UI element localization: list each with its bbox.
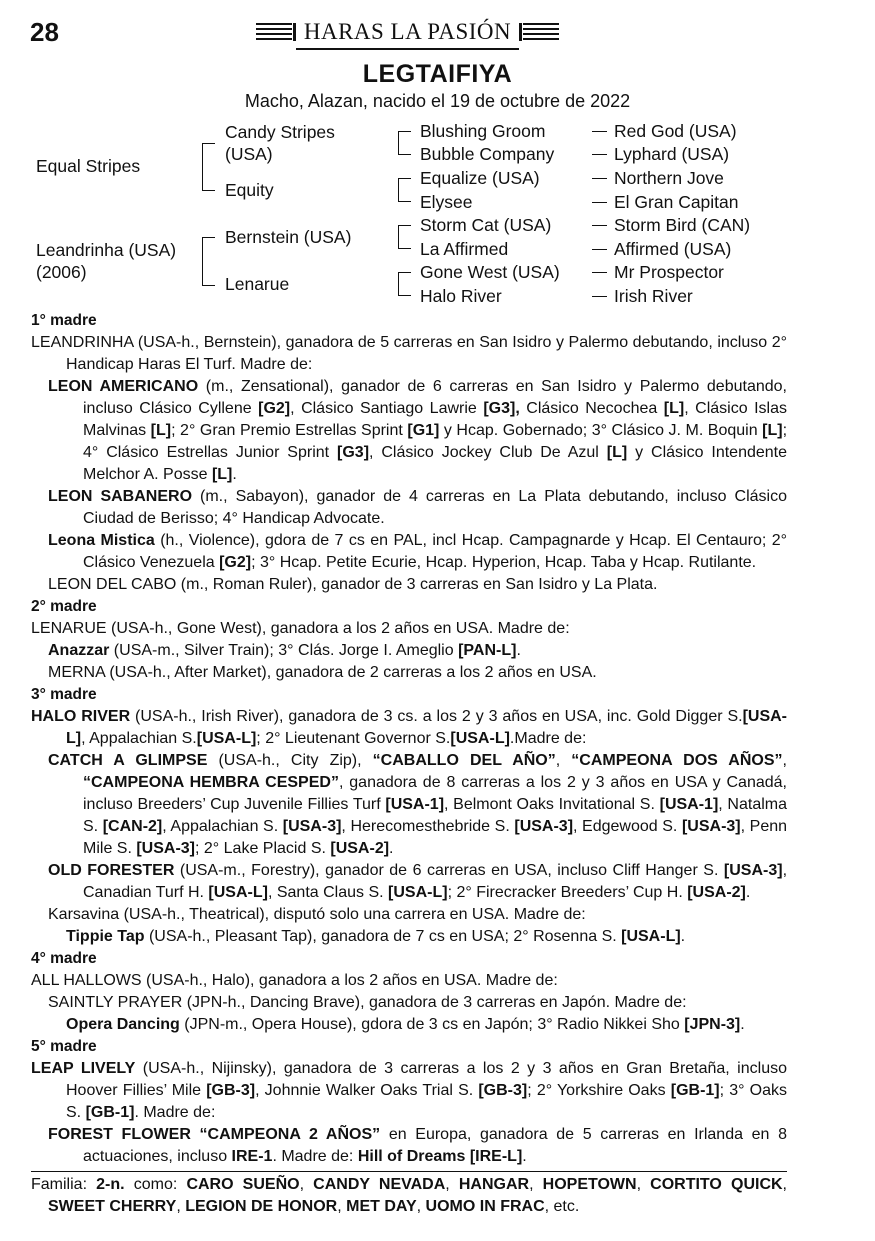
pedigree-sire-dam: Equity — [225, 180, 274, 200]
pedigree-sire-sire-origin: (USA) — [225, 144, 273, 164]
horse-description: Macho, Alazan, nacido el 19 de octubre de 2022 — [244, 91, 631, 111]
pedigree-gen4-7: Mr Prospector — [614, 262, 724, 282]
dash — [592, 272, 607, 273]
pedigree-gen4-6: Affirmed (USA) — [614, 239, 732, 259]
dash — [592, 296, 607, 297]
pedigree-sire-sire: Candy Stripes — [225, 122, 335, 142]
horse-name: LEGTAIFIYA — [362, 60, 513, 88]
pedigree-gen4-3: Northern Jove — [614, 168, 724, 188]
pedigree-dam-dam: Lenarue — [225, 274, 290, 294]
entry-merna: MERNA (USA-h., After Market), ganadora de 2 carreras a los 2 años en USA. — [48, 664, 597, 681]
section-heading: 3° madre — [31, 686, 97, 703]
dash — [592, 154, 607, 155]
pedigree-gen3-3: Equalize (USA) — [420, 168, 540, 188]
pedigree-gen3-7: Gone West (USA) — [420, 262, 560, 282]
pedigree-dam: Leandrinha (USA) — [36, 240, 177, 260]
bracket — [398, 225, 411, 249]
pedigree-gen3-6: La Affirmed — [420, 239, 509, 259]
entry-catch-a-glimpse: CATCH A GLIMPSE (USA-h., City Zip), “CABALLO DEL AÑO”, “CAMPEONA DOS AÑOS”, “CAMPEONA HEMBRA CESPED”, ganadora de 8 carreras a los 2 y 3 años en USA y Canadá, incluso Breeders’ Cup Juvenile Fillies Turf [USA-1], Belmont Oaks Invitational S. [USA-1], Natalma S. [CAN-2], Appalachian S. [USA-3], Herecomesthebride S. [USA-3], Edgewood S. [USA-3], Penn Mile S. [USA-3]; 2° Lake Placid S. [USA-2]. — [48, 752, 788, 857]
entry-old-forester: OLD FORESTER (USA-m., Forestry), ganador de 6 carreras en USA, incluso Cliff Hanger S. [USA-3], Canadian Turf H. [USA-L], Santa Claus S. [USA-L]; 2° Firecracker Breeders’ Cup H. [USA-2]. — [48, 862, 788, 901]
entry-tippie-tap: Tippie Tap (USA-h., Pleasant Tap), ganadora de 7 cs en USA; 2° Rosenna S. [USA-L]. — [66, 928, 686, 945]
pedigree-gen4-1: Red God (USA) — [614, 121, 737, 141]
bracket — [202, 237, 215, 286]
entry-opera-dancing: Opera Dancing (JPN-m., Opera House), gdora de 3 cs en Japón; 3° Radio Nikkei Sho [JPN-3]. — [66, 1016, 745, 1033]
entry-all-hallows: ALL HALLOWS (USA-h., Halo), ganadora a los 2 años en USA. Madre de: — [31, 972, 558, 989]
banner-bars-right-icon — [523, 23, 559, 43]
entry-leandrinha: LEANDRINHA (USA-h., Bernstein), ganadora de 5 carreras en San Isidro y Palermo debutando, incluso 2° Handicap Haras El Turf. Madre de: — [31, 334, 787, 373]
section-heading: 5° madre — [31, 1038, 97, 1055]
entry-leon-del-cabo: LEON DEL CABO (m., Roman Ruler), ganador de 3 carreras en San Isidro y La Plata. — [48, 576, 658, 593]
dash — [592, 131, 607, 132]
pedigree-dam-sire: Bernstein (USA) — [225, 227, 352, 247]
pedigree-gen3-2: Bubble Company — [420, 144, 555, 164]
bracket — [398, 131, 411, 155]
dash — [592, 249, 607, 250]
entry-lenarue: LENARUE (USA-h., Gone West), ganadora a los 2 años en USA. Madre de: — [31, 620, 570, 637]
bracket — [202, 143, 215, 191]
entry-leap-lively: LEAP LIVELY (USA-h., Nijinsky), ganadora de 3 carreras a los 2 y 3 años en Gran Bretaña, incluso Hoover Fillies’ Mile [GB-3], Johnnie Walker Oaks Trial S. [GB-3]; 2° Yorkshire Oaks [GB-1]; 3° Oaks S. [GB-1]. Madre de: — [31, 1060, 788, 1121]
pedigree-gen4-8: Irish River — [614, 286, 693, 306]
pedigree-gen3-8: Halo River — [420, 286, 502, 306]
section-heading: 1° madre — [31, 312, 97, 329]
banner-bars-left-icon — [256, 23, 292, 43]
entry-karsavina: Karsavina (USA-h., Theatrical), disputó solo una carrera en USA. Madre de: — [48, 906, 586, 923]
section-heading: 4° madre — [31, 950, 97, 967]
brand-name: HARAS LA PASIÓN — [303, 19, 512, 44]
dash — [592, 202, 607, 203]
entry-familia: Familia: 2-n. como: CARO SUEÑO, CANDY NEVADA, HANGAR, HOPETOWN, CORTITO QUICK, SWEET CHERRY, LEGION DE HONOR, MET DAY, UOMO IN FRAC, etc. — [31, 1171, 787, 1218]
pedigree-gen3-4: Elysee — [420, 192, 473, 212]
pedigree-gen4-4: El Gran Capitan — [614, 192, 739, 212]
brand-banner — [256, 18, 559, 48]
bracket — [398, 178, 411, 202]
produce-record — [31, 310, 787, 1218]
section-heading: 2° madre — [31, 598, 97, 615]
pedigree-gen3-5: Storm Cat (USA) — [420, 215, 552, 235]
entry-anazzar: Anazzar (USA-m., Silver Train); 3° Clás. Jorge I. Ameglio [PAN-L]. — [48, 642, 521, 659]
entry-forest-flower: FOREST FLOWER “CAMPEONA 2 AÑOS” en Europa, ganadora de 5 carreras en Irlanda en 8 actuaciones, incluso IRE-1. Madre de: Hill of Dreams [IRE-L]. — [48, 1126, 788, 1165]
entry-saintly-prayer: SAINTLY PRAYER (JPN-h., Dancing Brave), ganadora de 3 carreras en Japón. Madre de: — [48, 994, 687, 1011]
page-number: 28 — [30, 17, 59, 47]
entry-leona-mistica: Leona Mistica (h., Violence), gdora de 7 cs en PAL, incl Hcap. Campagnarde y Hcap. El Centauro; 2° Clásico Venezuela [G2]; 3° Hcap. Petite Ecurie, Hcap. Hyperion, Hcap. Taba y Hcap. Rutilante. — [48, 532, 787, 571]
entry-leon-sabanero: LEON SABANERO (m., Sabayon), ganador de 4 carreras en La Plata debutando, incluso Clásico Ciudad de Berisso; 4° Handicap Advocate. — [48, 488, 788, 527]
entry-halo-river: HALO RIVER (USA-h., Irish River), ganadora de 3 cs. a los 2 y 3 años en USA, inc. Gold Digger S.[USA-L], Appalachian S.[USA-L]; 2° Lieutenant Governor S.[USA-L].Madre de: — [31, 708, 787, 747]
entry-leon-americano: LEON AMERICANO (m., Zensational), ganador de 6 carreras en San Isidro y Palermo debutando, incluso Clásico Cyllene [G2], Clásico Santiago Lawrie [G3], Clásico Necochea [L], Clásico Islas Malvinas [L]; 2° Gran Premio Estrellas Sprint [G1] y Hcap. Gobernado; 3° Clásico J. M. Boquin [L]; 4° Clásico Estrellas Junior Sprint [G3], Clásico Jockey Club De Azul [L] y Clásico Intendente Melchor A. Posse [L]. — [48, 378, 788, 483]
pedigree-gen4-5: Storm Bird (CAN) — [614, 215, 751, 235]
dash — [592, 178, 607, 179]
pedigree-sire: Equal Stripes — [36, 156, 141, 176]
pedigree-dam-year: (2006) — [36, 262, 87, 282]
pedigree-gen3-1: Blushing Groom — [420, 121, 546, 141]
dash — [592, 225, 607, 226]
bracket — [398, 272, 411, 296]
pedigree-gen4-2: Lyphard (USA) — [614, 144, 730, 164]
